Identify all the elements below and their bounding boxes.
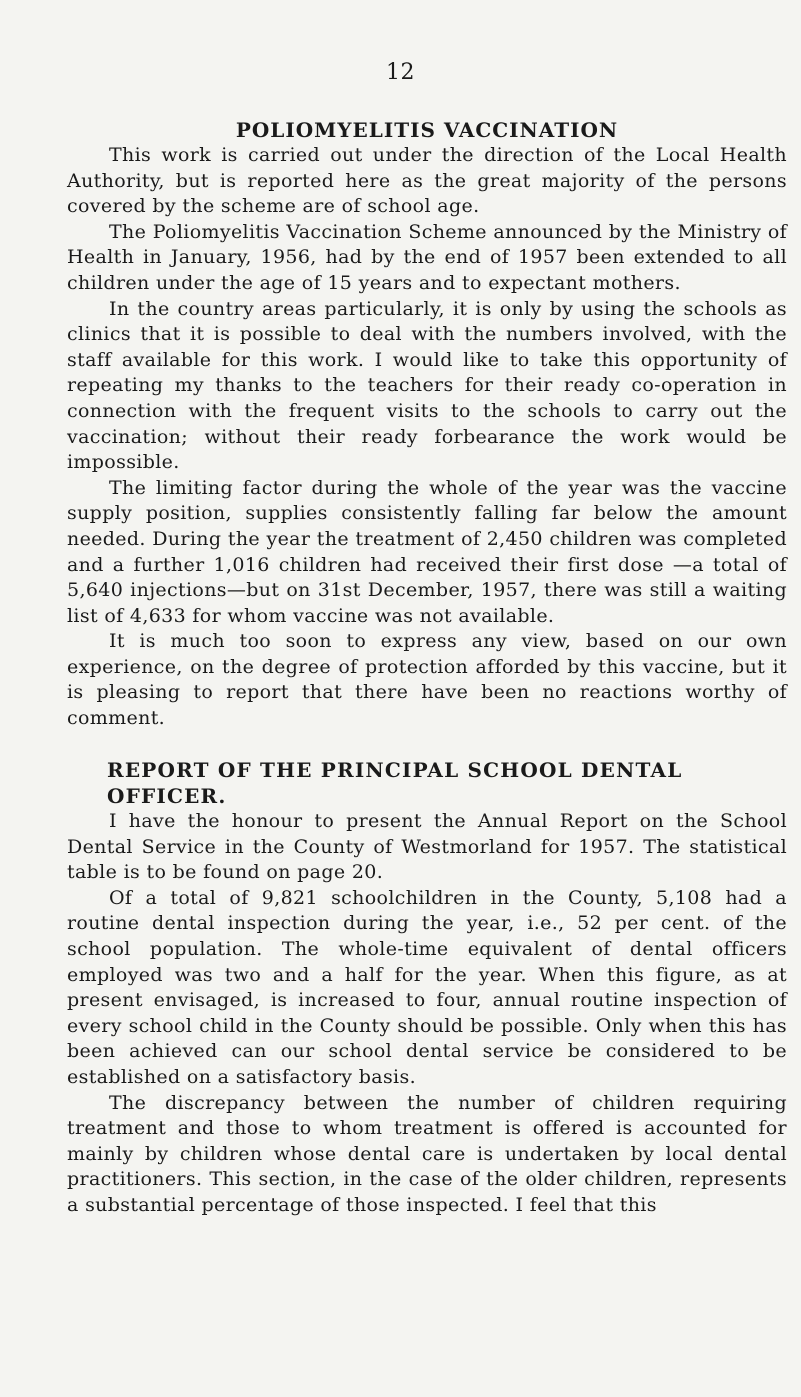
section-dental-officer-report <box>67 757 787 1219</box>
section-heading: REPORT OF THE PRINCIPAL SCHOOL DENTAL OFFICER. <box>107 758 683 808</box>
paragraph: This work is carried out under the direction of the Local Health Authority, but is reported here as the great majority of the persons covered by the scheme are of school age. <box>67 144 787 218</box>
paragraph: In the country areas particularly, it is only by using the schools as clinics that it is possible to deal with the numbers involved, with the staff available for this work. I would like to take this opportunity of repeating my thanks to the teachers for their ready co-operation in connection with the frequent visits to the schools to carry out the vaccination; without their ready forbearance the work would be impossible. <box>67 297 787 474</box>
paragraph: The discrepancy between the number of children requiring treatment and those to whom treatment is offered is accounted for mainly by children whose dental care is undertaken by local dental practitioners. This section, in the case of the older children, represents a substantial percentage of those inspected. I feel that this <box>67 1091 787 1216</box>
section-heading: POLIOMYELITIS VACCINATION <box>235 118 619 142</box>
paragraph: Of a total of 9,821 schoolchildren in the County, 5,108 had a routine dental inspection during the year, i.e., 52 per cent. of the school population. The whole-time equivalent of dental officers employed was two and a half for the year. When this figure, as at present envisaged, is increased to four, annual routine inspection of every school child in the County should be possible. Only when this has been achieved can our school dental service be considered to be established on a satisfactory basis. <box>67 886 787 1088</box>
paragraph: The Poliomyelitis Vaccination Scheme announced by the Ministry of Health in January, 1956, had by the end of 1957 been extended to all children under the age of 15 years and to expectant mothers. <box>67 220 787 294</box>
paragraph: The limiting factor during the whole of the year was the vaccine supply position, supplies consistently falling far below the amount needed. During the year the treatment of 2,450 children was completed and a further 1,016 children had received their first dose —a total of 5,640 injections—but on 31st December, 1957, there was still a waiting list of 4,633 for whom vaccine was not available. <box>67 476 787 627</box>
page-number: 12 <box>386 60 415 85</box>
section-poliomyelitis-vaccination <box>67 117 787 732</box>
paragraph: I have the honour to present the Annual Report on the School Dental Service in the County of Westmorland for 1957. The statistical table is to be found on page 20. <box>67 810 787 884</box>
paragraph: It is much too soon to express any view, based on our own experience, on the degree of protection afforded by this vaccine, but it is pleasing to report that there have been no reactions worthy of comment. <box>67 630 787 730</box>
